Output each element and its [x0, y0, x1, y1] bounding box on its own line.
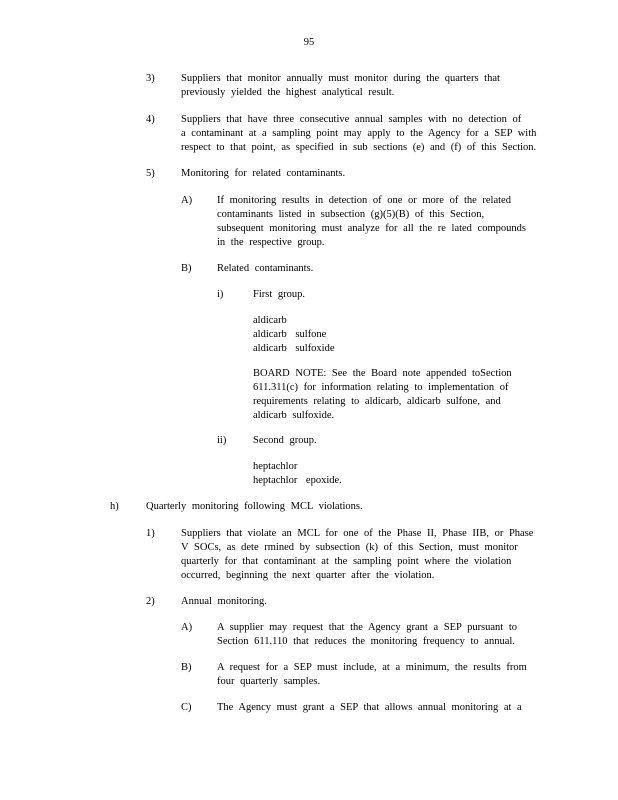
text-line: First group.	[253, 289, 306, 300]
paragraph-label: 4)	[146, 114, 155, 125]
text-line: in the respective group.	[217, 237, 325, 248]
list-item: aldicarb sulfone	[253, 329, 327, 340]
text-line: quarterly for that contaminant at the sampling point where the violation	[181, 556, 512, 567]
text-line: Suppliers that monitor annually must monitor during the quarters that	[181, 73, 500, 84]
paragraph-text	[181, 595, 561, 609]
text-line: occurred, beginning the next quarter after the violation.	[181, 570, 435, 581]
paragraph-text	[253, 434, 573, 448]
paragraph-label: 2)	[146, 596, 155, 607]
text-line: aldicarb sulfoxide.	[253, 410, 335, 421]
text-line: contaminants listed in subsection (g)(5)(B) of this Section,	[217, 209, 485, 220]
first-group-list	[253, 314, 573, 356]
page-number: 95	[303, 37, 315, 48]
text-line: BOARD NOTE: See the Board note appended toSection	[253, 368, 512, 379]
paragraph-text	[253, 288, 573, 302]
text-line: 611.311(c) for information relating to implementation of	[253, 382, 509, 393]
paragraph-text	[181, 527, 581, 583]
text-line: V SOCs, as dete rmined by subsection (k) of this Section, must monitor	[181, 542, 518, 553]
text-line: A request for a SEP must include, at a minimum, the results from	[217, 662, 527, 673]
paragraph-label: A)	[181, 195, 193, 206]
paragraph-text	[217, 621, 587, 649]
paragraph-text	[181, 72, 561, 100]
paragraph-label: C)	[181, 702, 192, 713]
list-item: aldicarb	[253, 315, 287, 326]
text-line: A supplier may request that the Agency grant a SEP pursuant to	[217, 622, 518, 633]
paragraph-label: h)	[110, 501, 119, 512]
paragraph-text	[181, 113, 581, 155]
list-item: heptachlor	[253, 461, 298, 472]
paragraph-text	[217, 262, 577, 276]
paragraph-label: A)	[181, 622, 193, 633]
text-line: Section 611.110 that reduces the monitoring frequency to annual.	[217, 636, 515, 647]
text-line: previously yielded the highest analytical result.	[181, 87, 395, 98]
text-line: four quarterly samples.	[217, 676, 321, 687]
text-line: a contaminant at a sampling point may apply to the Agency for a SEP with	[181, 128, 537, 139]
paragraph-label: ii)	[217, 435, 227, 446]
text-line: Monitoring for related contaminants.	[181, 168, 346, 179]
text-line: If monitoring results in detection of one or more of the related	[217, 195, 511, 206]
paragraph-text	[217, 661, 587, 689]
text-line: subsequent monitoring must analyze for all the re lated compounds	[217, 223, 526, 234]
text-line: Suppliers that have three consecutive annual samples with no detection of	[181, 114, 522, 125]
paragraph-text	[217, 701, 587, 715]
paragraph-label: B)	[181, 263, 192, 274]
paragraph-label: 3)	[146, 73, 155, 84]
paragraph-label: 5)	[146, 168, 155, 179]
text-line: Annual monitoring.	[181, 596, 267, 607]
text-line: requirements relating to aldicarb, aldicarb sulfone, and	[253, 396, 501, 407]
text-line: respect to that point, as specified in sub sections (e) and (f) of this Section.	[181, 142, 537, 153]
paragraph-text	[181, 167, 561, 181]
text-line: The Agency must grant a SEP that allows annual monitoring at a	[217, 702, 522, 713]
text-line: Related contaminants.	[217, 263, 314, 274]
text-line: Second group.	[253, 435, 317, 446]
paragraph-text	[146, 500, 546, 514]
paragraph-text	[217, 194, 577, 250]
second-group-list	[253, 460, 573, 488]
paragraph-label: B)	[181, 662, 192, 673]
list-item: aldicarb sulfoxide	[253, 343, 335, 354]
paragraph-label: 1)	[146, 528, 155, 539]
paragraph-label: i)	[217, 289, 224, 300]
text-line: Quarterly monitoring following MCL violations.	[146, 501, 363, 512]
list-item: heptachlor epoxide.	[253, 475, 342, 486]
text-line: Suppliers that violate an MCL for one of the Phase II, Phase IIB, or Phase	[181, 528, 534, 539]
board-note	[253, 367, 593, 423]
